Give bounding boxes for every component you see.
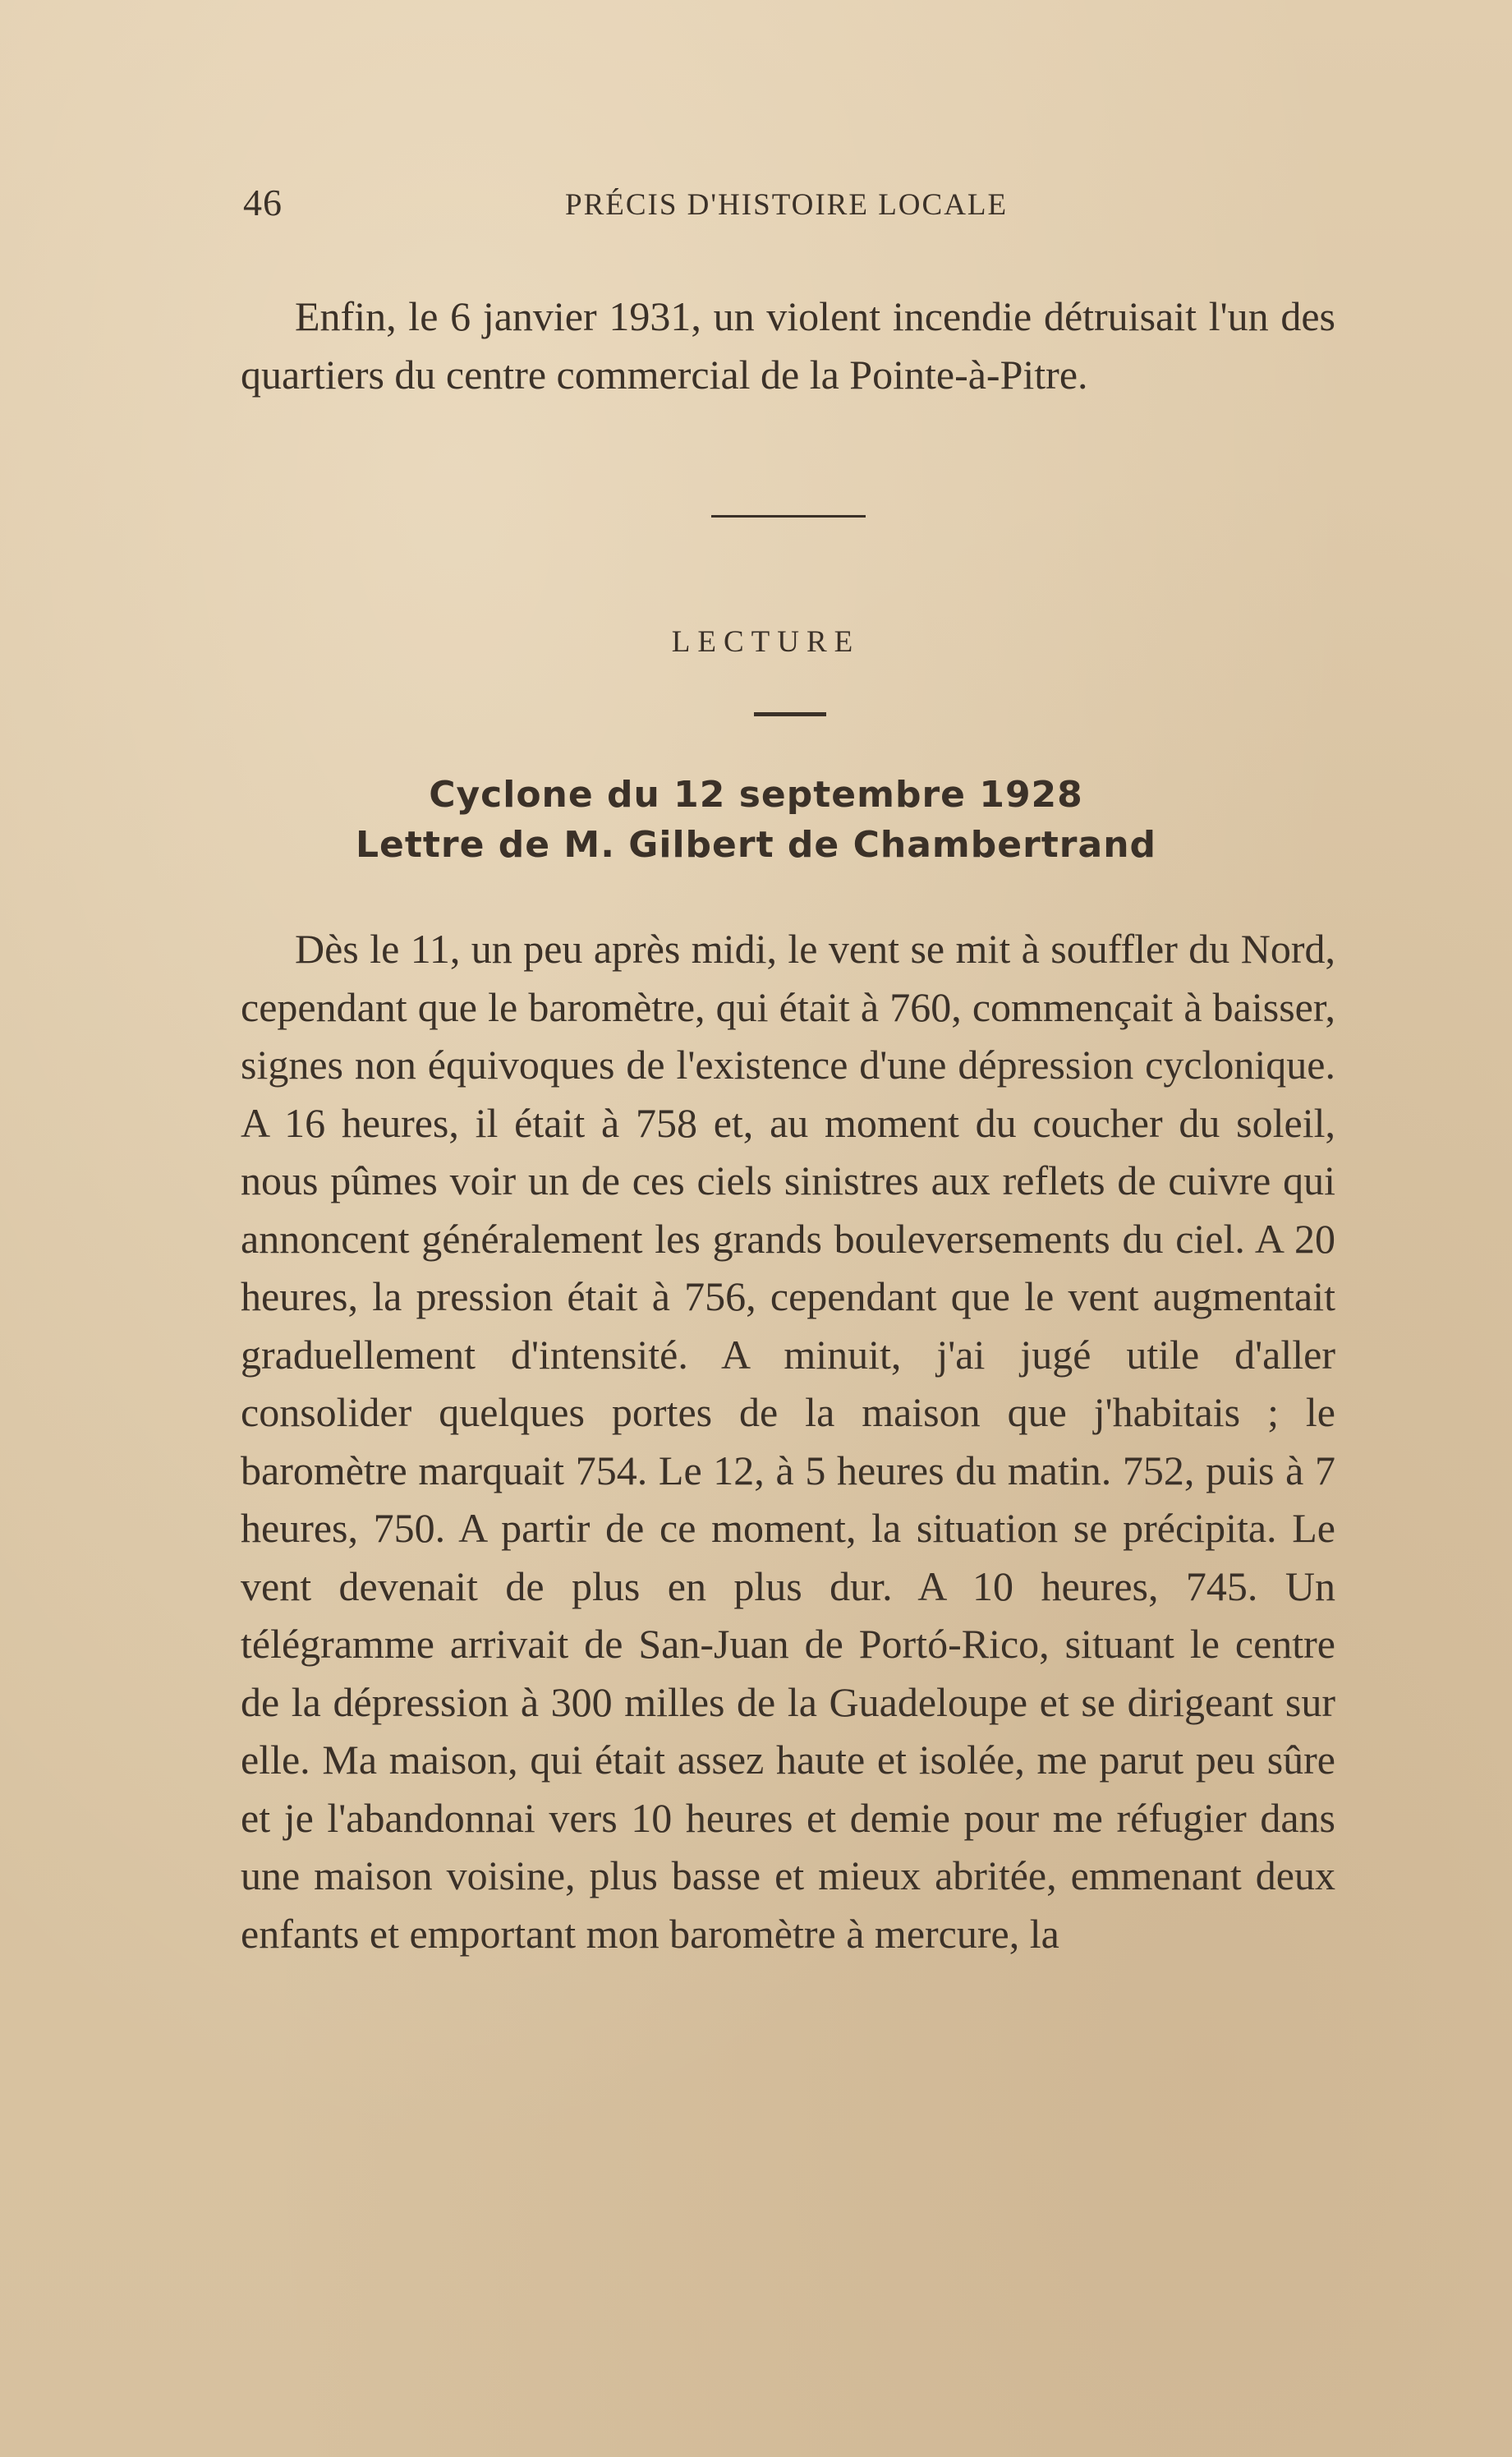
page-header xyxy=(243,181,1335,230)
reading-subtitle: Lettre de M. Gilbert de Chambertrand xyxy=(355,824,1157,866)
paragraph-fire-1931: Enfin, le 6 janvier 1931, un violent incendie détruisait l'un des quartiers du centre commercial de la Pointe-à-Pitre. xyxy=(241,293,1335,398)
section-divider-rule xyxy=(711,515,866,518)
section-heading: LECTURE xyxy=(671,625,861,659)
page-number: 46 xyxy=(243,182,283,223)
reading-title: Cyclone du 12 septembre 1928 xyxy=(429,774,1083,816)
heading-underline-rule xyxy=(754,712,826,716)
running-title: PRÉCIS D'HISTOIRE LOCALE xyxy=(565,188,1009,222)
paragraph-cyclone-letter: Dès le 11, un peu après midi, le vent se mit à souffler du Nord, cependant que le baromètre, qui était à 760, commençait à baisser, signes non équivoques de l'existence d'une dépression cyclonique. A 16 heures, il était à 758 et, au moment du coucher du soleil, nous pûmes voir un de ces ciels sinistres aux reflets de cuivre qui annoncent généralement les grands bouleversements du ciel. A 20 heures, la pression était à 756, cependant que le vent augmentait graduellement d'intensité. A minuit, j'ai jugé utile d'aller consolider quelques portes de la maison que j'habitais ; le baromètre marquait 754. Le 12, à 5 heures du matin. 752, puis à 7 heures, 750. A partir de ce moment, la situation se précipita. Le vent devenait de plus en plus dur. A 10 heures, 745. Un télégramme arrivait de San-Juan de Portó-Rico, situant le centre de la dépression à 300 milles de la Guadeloupe et se dirigeant sur elle. Ma maison, qui était assez haute et isolée, me parut peu sûre et je l'abandonnai vers 10 heures et demie pour me réfugier dans une maison voisine, plus basse et mieux abritée, emmenant deux enfants et emportant mon baromètre à mercure, la xyxy=(241,926,1335,1957)
